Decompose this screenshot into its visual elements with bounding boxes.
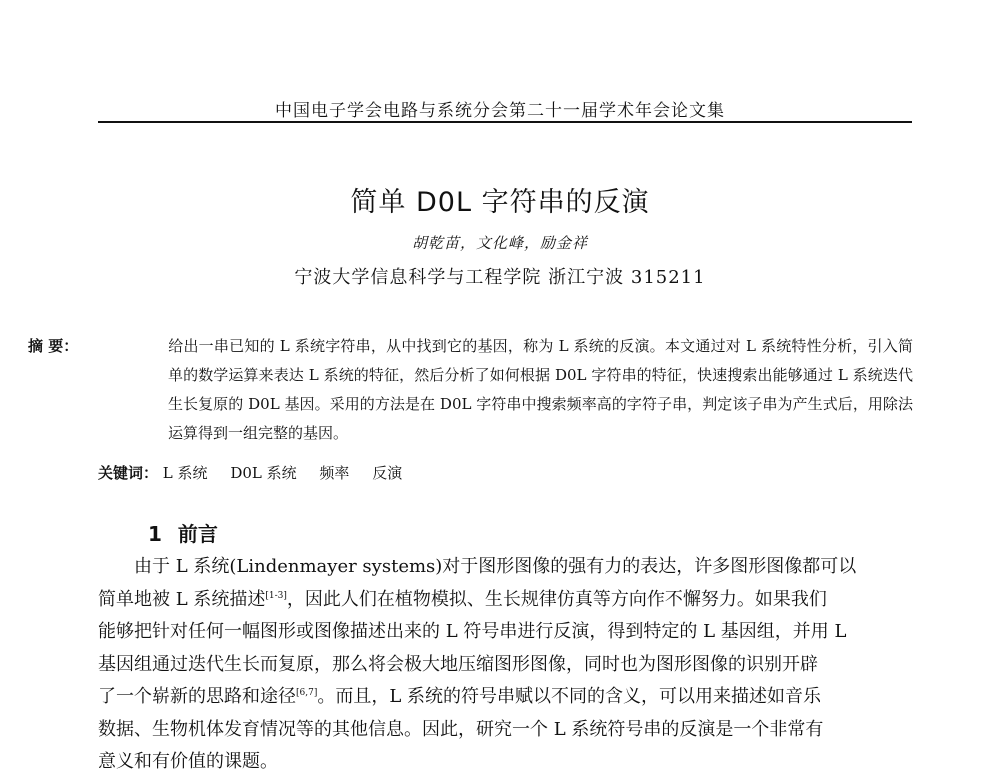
body-line-text: 基因组通过迭代生长而复原，那么将会极大地压缩图形图像，同时也为图形图像的识别开辟	[98, 653, 818, 675]
body-line	[98, 616, 913, 649]
section-number: 1	[148, 522, 162, 546]
body-line-text: 了一个崭新的思路和途径	[98, 686, 296, 707]
authors: 胡乾苗，文化峰，励金祥	[411, 234, 588, 252]
body-line	[98, 649, 913, 682]
section-title: 前言	[177, 522, 218, 546]
body-line-text: 能够把针对任何一幅图形或图像描述出来的 L 符号串进行反演，得到特定的 L 基因组，并用 L	[98, 621, 847, 642]
body-line-text: 意义和有价值的课题。	[98, 751, 278, 772]
section-heading	[148, 518, 218, 547]
keyword: L 系统	[162, 464, 208, 482]
abstract	[28, 332, 913, 448]
body-line	[98, 584, 913, 617]
abstract-body	[28, 332, 913, 448]
body-line-text: 。而且，L 系统的符号串赋以不同的含义，可以用来描述如音乐	[317, 686, 822, 707]
body-line-text: 简单地被 L 系统描述	[98, 588, 266, 610]
keywords-label: 关键词：	[98, 464, 159, 482]
body-line-text: 数据、生物机体发育情况等的其他信息。因此，研究一个 L 系统符号串的反演是一个非常有	[98, 718, 824, 740]
body-text	[98, 551, 913, 779]
header-rule	[98, 121, 912, 123]
body-line	[98, 551, 913, 584]
citation: [1-3]	[265, 590, 287, 601]
abstract-label: 摘 要：	[28, 337, 79, 355]
keywords	[98, 462, 913, 483]
body-line-text: 由于 L 系统(Lindenmayer systems)对于图形图像的强有力的表达，许多图形图像都可以	[134, 556, 857, 577]
paper-title: 简单 D0L 字符串的反演	[350, 187, 650, 218]
abstract-text: 给出一串已知的 L 系统字符串，从中找到它的基因，称为 L 系统的反演。本文通过对 L 系统特性分析，引入简单的数学运算来表达 L 系统的特征，然后分析了如何根据 D0L 字符串的特征，快速搜索出能够通过 L 系统迭代生长复原的 D0L 基因。采用的方法是在 D0L 字符串中搜索频率高的字符子串，判定该子串为产生式后，用除法运算得到一组完整的基因。	[168, 337, 913, 442]
affiliation: 宁波大学信息科学与工程学院 浙江宁波 315211	[294, 267, 706, 288]
body-line	[98, 714, 913, 747]
keyword: 反演	[372, 464, 403, 482]
body-line	[98, 681, 913, 714]
body-line-text: ，因此人们在植物模拟、生长规律仿真等方向作不懈努力。如果我们	[286, 588, 827, 610]
keyword: D0L 系统	[230, 464, 297, 482]
citation: [6,7]	[296, 688, 318, 698]
body-line	[98, 746, 913, 779]
running-header: 中国电子学会电路与系统分会第二十一届学术年会论文集	[275, 101, 725, 121]
keyword: 频率	[319, 464, 350, 482]
